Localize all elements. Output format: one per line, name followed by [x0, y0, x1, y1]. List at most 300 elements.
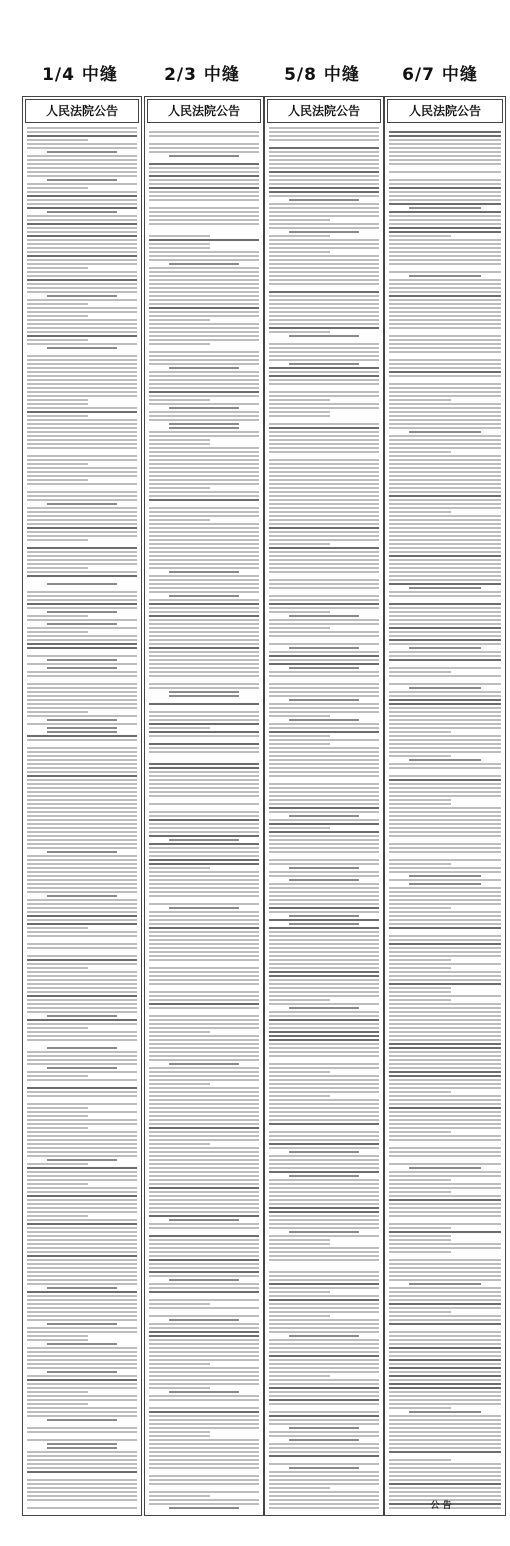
text-line: [149, 1359, 259, 1361]
text-line: [149, 751, 259, 753]
text-line: [269, 855, 379, 857]
text-line: [149, 399, 210, 401]
text-line: [389, 355, 501, 357]
text-line: [389, 147, 501, 149]
text-line: [149, 1047, 259, 1049]
text-line: [149, 683, 259, 685]
text-line: [149, 1367, 259, 1369]
text-line: [389, 131, 501, 133]
text-line: [269, 155, 379, 157]
text-line: [27, 947, 137, 949]
text-line: [289, 335, 359, 337]
text-line: [27, 1467, 137, 1469]
text-line: [269, 407, 379, 409]
text-line: [27, 635, 137, 637]
text-line: [389, 743, 501, 745]
text-line: [269, 891, 379, 893]
text-line: [27, 215, 137, 217]
text-line: [27, 1279, 137, 1281]
text-line: [149, 1455, 259, 1457]
text-line: [149, 551, 259, 553]
text-line: [27, 931, 137, 933]
text-line: [27, 547, 137, 549]
text-line: [389, 415, 501, 417]
text-line: [149, 1059, 259, 1061]
text-line: [149, 671, 259, 673]
text-line: [389, 199, 501, 201]
text-line: [149, 1231, 259, 1233]
text-line: [149, 867, 210, 869]
text-line: [27, 1367, 137, 1369]
text-line: [27, 483, 137, 485]
text-line: [269, 387, 379, 389]
text-line: [269, 1247, 379, 1249]
column-heading-1-4: 1/4 中缝: [42, 65, 118, 85]
text-line: [27, 1179, 137, 1181]
text-line: [269, 131, 379, 133]
text-line: [389, 187, 501, 189]
text-line: [269, 1387, 379, 1389]
text-line: [389, 791, 501, 793]
text-line: [149, 935, 259, 937]
text-line: [27, 803, 137, 805]
text-line: [269, 1263, 379, 1265]
text-line: [27, 155, 137, 157]
text-line: [27, 1427, 137, 1429]
text-line: [149, 983, 259, 985]
text-line: [269, 787, 379, 789]
text-line: [389, 655, 501, 657]
text-line: [389, 1207, 501, 1209]
text-line: [269, 419, 379, 421]
text-line: [389, 211, 501, 213]
text-line: [27, 575, 137, 577]
text-line: [27, 1035, 137, 1037]
text-line: [389, 403, 501, 405]
text-line: [27, 1411, 137, 1413]
text-line: [269, 911, 379, 913]
text-line: [389, 863, 451, 865]
text-line: [389, 351, 501, 353]
text-line: [149, 459, 259, 461]
notice-column-3: [264, 96, 384, 1516]
text-line: [27, 791, 137, 793]
text-line: [389, 135, 501, 137]
text-line: [27, 543, 137, 545]
text-line: [269, 827, 330, 829]
text-line: [409, 1167, 481, 1169]
text-line: [149, 319, 210, 321]
text-line: [149, 1299, 259, 1301]
text-line: [269, 743, 330, 745]
text-line: [149, 167, 259, 169]
text-line: [27, 815, 137, 817]
text-line: [149, 1371, 259, 1373]
text-line: [47, 1015, 117, 1017]
text-line: [149, 747, 259, 749]
text-line: [269, 1267, 379, 1269]
text-line: [149, 1151, 259, 1153]
text-line: [27, 1243, 137, 1245]
text-line: [269, 1027, 379, 1029]
text-line: [27, 983, 137, 985]
text-line: [149, 1247, 259, 1249]
text-line: [149, 1471, 259, 1473]
text-line: [389, 1487, 501, 1489]
text-line: [27, 847, 137, 849]
text-line: [269, 679, 379, 681]
text-line: [149, 1015, 259, 1017]
text-line: [389, 1163, 501, 1165]
text-line: [389, 515, 501, 517]
text-line: [149, 1315, 259, 1317]
text-line: [289, 615, 359, 617]
text-line: [389, 1375, 501, 1377]
text-line: [389, 1043, 501, 1045]
text-line: [149, 395, 259, 397]
text-line: [27, 591, 137, 593]
text-line: [269, 1367, 379, 1369]
text-line: [389, 1255, 501, 1257]
column-heading-6-7: 6/7 中缝: [402, 65, 478, 85]
text-line: [149, 143, 259, 145]
text-line: [27, 1339, 88, 1341]
text-line: [149, 159, 259, 161]
text-line: [27, 887, 137, 889]
text-line: [389, 263, 501, 265]
text-line: [389, 1011, 501, 1013]
text-line: [27, 935, 137, 937]
text-line: [269, 963, 379, 965]
text-line: [389, 167, 501, 169]
text-line: [389, 871, 501, 873]
text-line: [27, 515, 137, 517]
text-line: [27, 359, 137, 361]
text-line: [149, 827, 259, 829]
text-line: [269, 1343, 379, 1345]
text-line: [389, 1227, 451, 1229]
text-line: [149, 819, 259, 821]
text-line: [269, 1099, 379, 1101]
text-line: [269, 1415, 379, 1417]
text-line: [269, 1443, 379, 1445]
text-line: [269, 751, 379, 753]
text-line: [27, 1435, 137, 1437]
text-line: [269, 619, 379, 621]
text-line: [149, 915, 259, 917]
text-line: [149, 971, 259, 973]
text-line: [269, 603, 379, 605]
text-line: [27, 463, 88, 465]
text-line: [149, 163, 259, 165]
text-line: [269, 1179, 379, 1181]
text-line: [269, 567, 379, 569]
text-line: [269, 675, 379, 677]
text-line: [269, 1107, 379, 1109]
text-line: [149, 1127, 259, 1129]
text-line: [269, 627, 330, 629]
text-line: [149, 1363, 210, 1365]
text-line: [149, 1395, 259, 1397]
text-line: [27, 747, 137, 749]
text-line: [269, 795, 379, 797]
text-line: [149, 171, 259, 173]
text-line: [269, 767, 379, 769]
text-line: [389, 635, 501, 637]
text-line: [269, 863, 379, 865]
text-line: [27, 275, 137, 277]
text-line: [149, 1343, 259, 1345]
text-line: [269, 227, 379, 229]
text-line: [27, 1099, 137, 1101]
text-line: [27, 163, 137, 165]
text-line: [149, 991, 259, 993]
text-line: [389, 859, 501, 861]
text-line: [409, 883, 481, 885]
text-line: [389, 1303, 501, 1305]
text-line: [269, 399, 330, 401]
text-line: [149, 1335, 259, 1337]
text-line: [389, 223, 501, 225]
text-line: [269, 1199, 379, 1201]
text-line: [389, 1179, 451, 1181]
text-line: [389, 1115, 501, 1117]
text-line: [149, 623, 259, 625]
text-line: [269, 443, 379, 445]
text-line: [389, 911, 501, 913]
text-line: [27, 135, 137, 137]
text-line: [27, 535, 137, 537]
text-line: [27, 1299, 137, 1301]
text-line: [149, 147, 259, 149]
text-line: [389, 1187, 501, 1189]
text-line: [27, 499, 137, 501]
text-line: [389, 1247, 501, 1249]
text-line: [389, 955, 501, 957]
text-line: [149, 1067, 259, 1069]
text-line: [269, 1495, 379, 1497]
text-line: [27, 559, 137, 561]
text-line: [389, 379, 501, 381]
text-line: [149, 371, 259, 373]
text-line: [27, 855, 137, 857]
text-line: [149, 1183, 259, 1185]
text-line: [149, 651, 259, 653]
text-line: [149, 611, 259, 613]
text-line: [389, 1087, 501, 1089]
text-line: [149, 1099, 259, 1101]
text-line: [149, 663, 259, 665]
text-line: [389, 771, 501, 773]
text-line: [149, 1327, 259, 1329]
text-line: [149, 287, 259, 289]
text-line: [27, 979, 137, 981]
text-line: [269, 411, 330, 413]
text-line: [149, 639, 259, 641]
text-line: [27, 1027, 88, 1029]
text-line: [169, 695, 239, 697]
text-line: [149, 1387, 210, 1389]
text-line: [27, 1143, 137, 1145]
text-line: [389, 1479, 501, 1481]
text-line: [149, 599, 259, 601]
text-line: [27, 1363, 137, 1365]
text-line: [269, 415, 330, 417]
text-line: [389, 671, 451, 673]
text-line: [27, 1095, 137, 1097]
text-line: [389, 575, 501, 577]
text-line: [27, 1011, 137, 1013]
text-line: [269, 379, 379, 381]
text-line: [389, 423, 501, 425]
text-line: [27, 407, 137, 409]
text-line: [149, 1163, 259, 1165]
text-line: [27, 1183, 88, 1185]
text-line: [269, 1291, 330, 1293]
text-line: [149, 803, 259, 805]
text-line: [149, 891, 259, 893]
text-line: [169, 423, 239, 425]
text-line: [47, 179, 117, 181]
text-line: [269, 1219, 379, 1221]
text-line: [27, 1475, 137, 1477]
text-line: [389, 831, 501, 833]
text-line: [27, 255, 137, 257]
text-line: [389, 1139, 501, 1141]
text-line: [149, 1207, 259, 1209]
text-line: [389, 571, 501, 573]
text-line: [27, 287, 137, 289]
text-line: [389, 411, 501, 413]
text-line: [27, 1071, 137, 1073]
text-line: [27, 191, 137, 193]
text-line: [27, 335, 137, 337]
text-line: [389, 455, 501, 457]
text-line: [27, 679, 137, 681]
text-line: [27, 455, 137, 457]
text-line: [389, 631, 501, 633]
text-line: [27, 1295, 137, 1297]
text-line: [149, 491, 259, 493]
text-line: [389, 827, 501, 829]
text-line: [149, 463, 259, 465]
text-line: [269, 739, 379, 741]
text-line: [389, 991, 451, 993]
text-line: [269, 275, 379, 277]
text-line: [27, 763, 137, 765]
text-line: [149, 315, 259, 317]
text-line: [389, 979, 501, 981]
text-line: [149, 307, 259, 309]
text-line: [389, 1059, 501, 1061]
text-line: [27, 955, 137, 957]
text-line: [149, 383, 259, 385]
text-line: [27, 903, 137, 905]
text-line: [149, 527, 259, 529]
text-line: [27, 223, 137, 225]
text-line: [27, 1239, 137, 1241]
text-line: [269, 763, 379, 765]
text-line: [27, 139, 88, 141]
text-line: [389, 651, 501, 653]
text-line: [149, 379, 259, 381]
text-line: [149, 1139, 259, 1141]
text-line: [389, 691, 501, 693]
text-line: [27, 1019, 137, 1021]
text-line: [47, 295, 117, 297]
text-line: [27, 1083, 137, 1085]
text-line: [149, 151, 259, 153]
text-line: [389, 1203, 501, 1205]
text-line: [389, 335, 501, 337]
text-line: [47, 611, 117, 613]
text-line: [389, 1235, 451, 1237]
text-line: [27, 711, 88, 713]
text-line: [27, 1119, 137, 1121]
text-line: [269, 695, 379, 697]
column-title: 人民法院公告: [387, 99, 503, 123]
text-line: [149, 707, 259, 709]
text-line: [269, 1395, 379, 1397]
text-line: [149, 1003, 259, 1005]
text-line: [47, 1343, 117, 1345]
text-line: [27, 1355, 137, 1357]
text-line: [149, 811, 259, 813]
text-line: [269, 487, 379, 489]
text-line: [149, 923, 259, 925]
text-line: [269, 507, 379, 509]
text-line: [149, 243, 210, 245]
text-line: [27, 1431, 137, 1433]
text-line: [269, 731, 379, 733]
text-line: [27, 199, 137, 201]
text-line: [149, 1383, 259, 1385]
text-line: [269, 187, 379, 189]
text-line: [27, 1187, 137, 1189]
text-line: [149, 291, 259, 293]
text-line: [149, 699, 259, 701]
text-line: [27, 519, 137, 521]
text-line: [289, 1175, 359, 1177]
text-line: [389, 1023, 501, 1025]
text-line: [269, 467, 379, 469]
text-line: [27, 995, 137, 997]
text-line: [27, 555, 137, 557]
text-line: [149, 1023, 259, 1025]
text-line: [27, 411, 137, 413]
text-line: [269, 1391, 379, 1393]
text-line: [269, 263, 379, 265]
text-line: [389, 1379, 501, 1381]
text-line: [269, 475, 379, 477]
text-line: [47, 1047, 117, 1049]
text-line: [389, 563, 501, 565]
text-line: [269, 191, 379, 193]
text-line: [269, 707, 379, 709]
text-line: [269, 691, 379, 693]
text-line: [149, 1055, 259, 1057]
text-line: [27, 419, 137, 421]
text-line: [389, 1343, 501, 1345]
text-line: [269, 991, 379, 993]
text-line: [149, 1419, 259, 1421]
text-line: [149, 959, 259, 961]
text-line: [269, 1315, 330, 1317]
text-line: [27, 143, 137, 145]
text-line: [27, 443, 137, 445]
text-line: [149, 443, 210, 445]
text-line: [149, 1111, 259, 1113]
